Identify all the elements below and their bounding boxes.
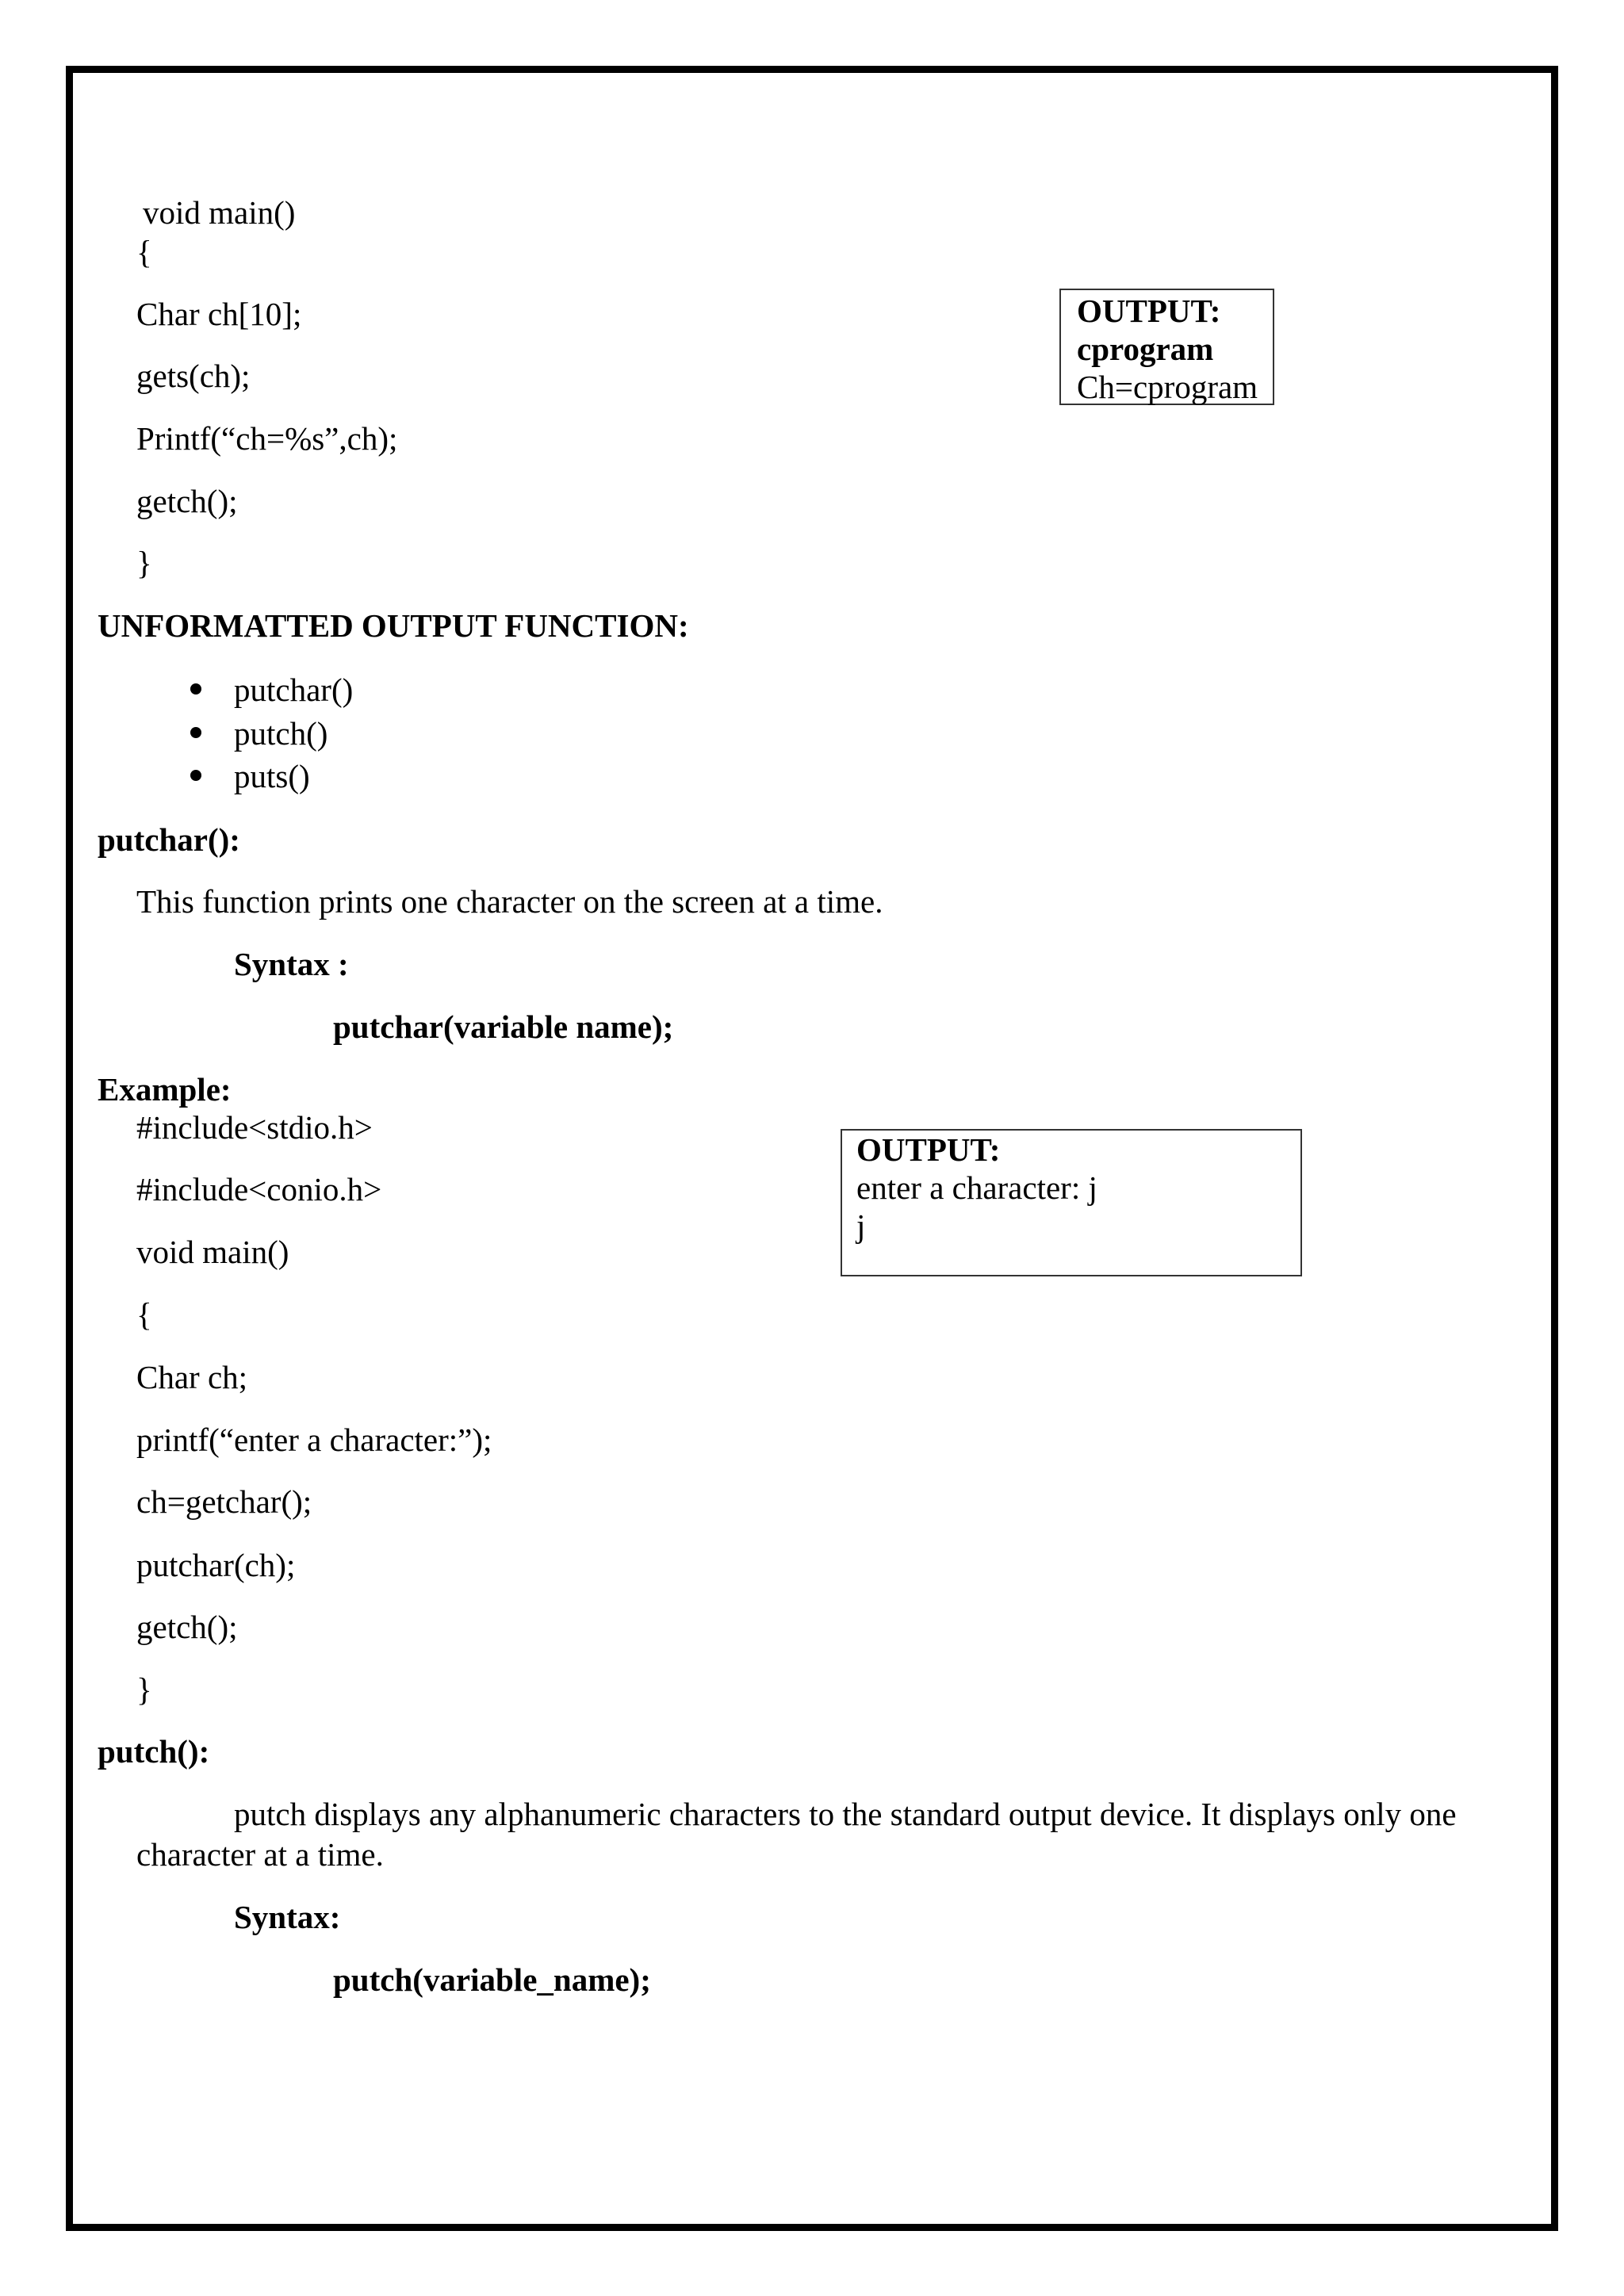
list-item: putch() (234, 715, 328, 752)
bullet-icon (190, 727, 201, 738)
output-line: enter a character: j (856, 1169, 1097, 1206)
bullet-icon (190, 683, 201, 695)
code-line: Printf(“ch=%s”,ch); (136, 420, 398, 457)
code-line: } (136, 1671, 152, 1708)
code-line: #include<conio.h> (136, 1171, 382, 1207)
output-box (1059, 289, 1274, 405)
list-item: puts() (234, 758, 310, 794)
code-line: putchar(ch); (136, 1547, 296, 1583)
description: putch displays any alphanumeric characters to the standard output device. It displays only one (234, 1796, 1457, 1832)
code-line: Char ch[10]; (136, 296, 302, 332)
output-title: OUTPUT: (856, 1131, 1001, 1168)
output-line: cprogram (1077, 331, 1214, 367)
section-heading: putchar(): (98, 821, 240, 858)
syntax: putchar(variable name); (333, 1008, 674, 1045)
code-line: { (136, 1296, 152, 1333)
code-line: #include<stdio.h> (136, 1109, 373, 1146)
code-line: getch(); (136, 1609, 238, 1645)
code-line: Char ch; (136, 1359, 248, 1395)
output-line: j (856, 1207, 866, 1244)
syntax-label: Syntax: (234, 1899, 341, 1935)
description: character at a time. (136, 1836, 384, 1873)
code-line: getch(); (136, 483, 238, 519)
code-line: gets(ch); (136, 358, 251, 394)
output-box (841, 1129, 1302, 1276)
code-line: void main() (136, 1234, 289, 1270)
description: This function prints one character on the screen at a time. (136, 883, 883, 920)
code-line: { (136, 234, 152, 270)
section-heading: UNFORMATTED OUTPUT FUNCTION: (98, 607, 689, 644)
syntax: putch(variable_name); (333, 1961, 651, 1998)
code-line: } (136, 545, 152, 581)
code-line: ch=getchar(); (136, 1483, 312, 1520)
section-heading: Example: (98, 1071, 232, 1108)
output-title: OUTPUT: (1077, 293, 1221, 329)
code-line: void main() (143, 194, 296, 231)
section-heading: putch(): (98, 1733, 210, 1770)
bullet-icon (190, 770, 201, 781)
syntax-label: Syntax : (234, 946, 349, 982)
output-line: Ch=cprogram (1077, 369, 1258, 405)
code-line: printf(“enter a character:”); (136, 1422, 492, 1458)
list-item: putchar() (234, 672, 354, 708)
